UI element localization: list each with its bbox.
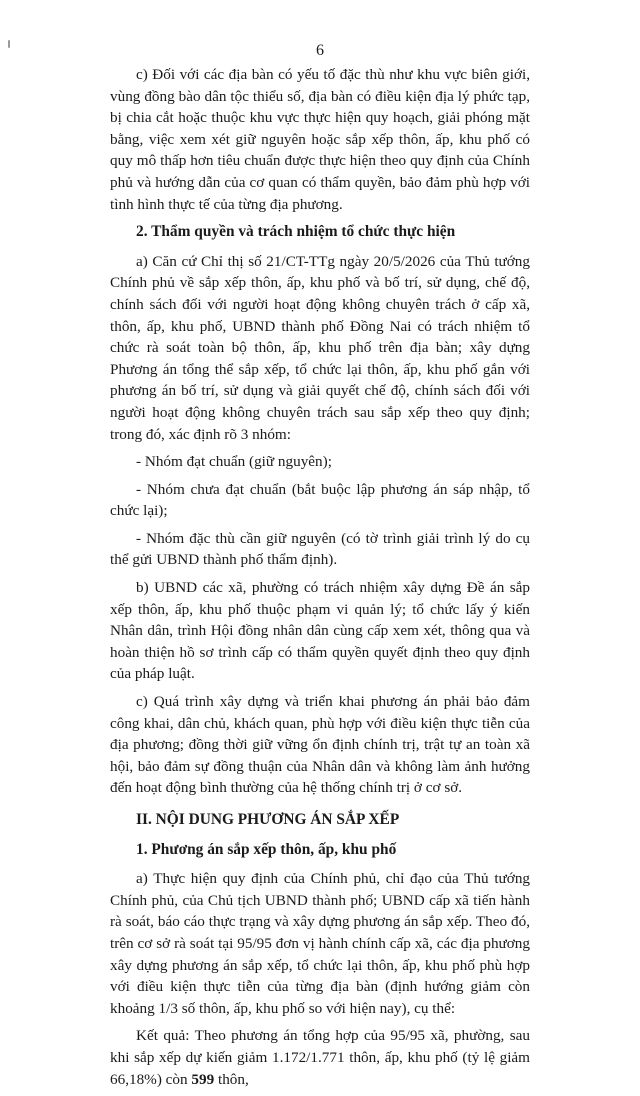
paragraph-a-implementation: a) Thực hiện quy định của Chính phủ, chỉ đạo của Thủ tướng Chính phủ, của Chủ tịch UBND thành phố; UBND cấp xã tiến hành rà soát, báo cáo thực trạng và xây dựng phương án sắp xếp. Theo đó, trên cơ sở rà soát tại 95/95 đơn vị hành chính cấp xã, các địa phương xây dựng phương án sắp xếp, tổ chức lại thôn, ấp, khu phố phù hợp với điều kiện thực tiễn của từng địa bàn (định hướng giảm còn khoảng 1/3 số thôn, ấp, khu phố so với hiện nay), cụ thể: [110, 870, 530, 1017]
paragraph-c-special-areas: c) Đối với các địa bàn có yếu tố đặc thù như khu vực biên giới, vùng đồng bào dân tộc thiểu số, địa bàn có điều kiện địa lý phức tạp, bị chia cắt hoặc thuộc khu vực thực hiện quy hoạch, giải phóng mặt bằng, việc xem xét giữ nguyên hoặc sắp xếp thôn, ấp, khu phố có quy mô thấp hơn tiêu chuẩn được thực hiện theo quy định của Chính phủ và hướng dẫn của cơ quan có thẩm quyền, bảo đảm phù hợp với tình hình thực tế của từng địa phương. [110, 66, 530, 213]
paragraph-c-process: c) Quá trình xây dựng và triển khai phương án phải bảo đảm công khai, dân chủ, khách quan, phù hợp với điều kiện thực tiễn của địa phương; đồng thời giữ vững ổn định chính trị, trật tự an toàn xã hội, bảo đảm sự đồng thuận của Nhân dân và không làm ảnh hưởng đến hoạt động bình thường của hệ thống chính trị ở cơ sở. [110, 693, 530, 797]
paragraph-b-ubnd: b) UBND các xã, phường có trách nhiệm xây dựng Đề án sắp xếp thôn, ấp, khu phố thuộc phạm vi quản lý; tổ chức lấy ý kiến Nhân dân, trình Hội đồng nhân dân cùng cấp xem xét, thông qua và hoàn thiện hồ sơ trình cấp có thẩm quyền quyết định theo quy định của pháp luật. [110, 579, 530, 683]
bullet-special-group: - Nhóm đặc thù cần giữ nguyên (có tờ trình giải trình lý do cụ thể gửi UBND thành phố thẩm định). [110, 529, 530, 569]
bullet-standard-group: - Nhóm đạt chuẩn (giữ nguyên); [136, 453, 332, 471]
paragraph-result [110, 1025, 530, 1090]
result-text-start: Kết quả: Theo phương án tổng hợp của 95/95 xã, phường, sau khi sắp xếp dự kiến giảm 1.172/1.771 thôn, ấp, khu phố (tỷ lệ giảm 66,18%) còn [110, 1027, 530, 1088]
heading-authority-responsibility: 2. Thẩm quyền và trách nhiệm tổ chức thực hiện [136, 223, 456, 241]
document-body [110, 64, 530, 1096]
paragraph-a-directive: a) Căn cứ Chỉ thị số 21/CT-TTg ngày 20/5/2026 của Thủ tướng Chính phủ về sắp xếp thôn, ấp, khu phố và bố trí, sử dụng, chế độ, chính sách đối với người hoạt động không chuyên trách ở cấp xã, thôn, ấp, khu phố, UBND thành phố Đồng Nai có trách nhiệm tổ chức rà soát toàn bộ thôn, ấp, khu phố trên địa bàn; xây dựng Phương án tổng thể sắp xếp, tổ chức lại thôn, ấp, khu phố gắn với phương án bố trí, sử dụng và giải quyết chế độ, chính sách đối với người hoạt động không chuyên trách sau sắp xếp theo quy định; trong đó, xác định rõ 3 nhóm: [110, 252, 530, 443]
result-text-end: thôn, [214, 1070, 249, 1088]
page-number: 6 [316, 42, 324, 59]
bullet-substandard-group: - Nhóm chưa đạt chuẩn (bắt buộc lập phương án sáp nhập, tổ chức lại); [110, 480, 530, 520]
result-count: 599 [191, 1070, 215, 1088]
heading-arrangement-plan: 1. Phương án sắp xếp thôn, ấp, khu phố [136, 840, 397, 858]
heading-section-ii: II. NỘI DUNG PHƯƠNG ÁN SẮP XẾP [136, 811, 400, 828]
